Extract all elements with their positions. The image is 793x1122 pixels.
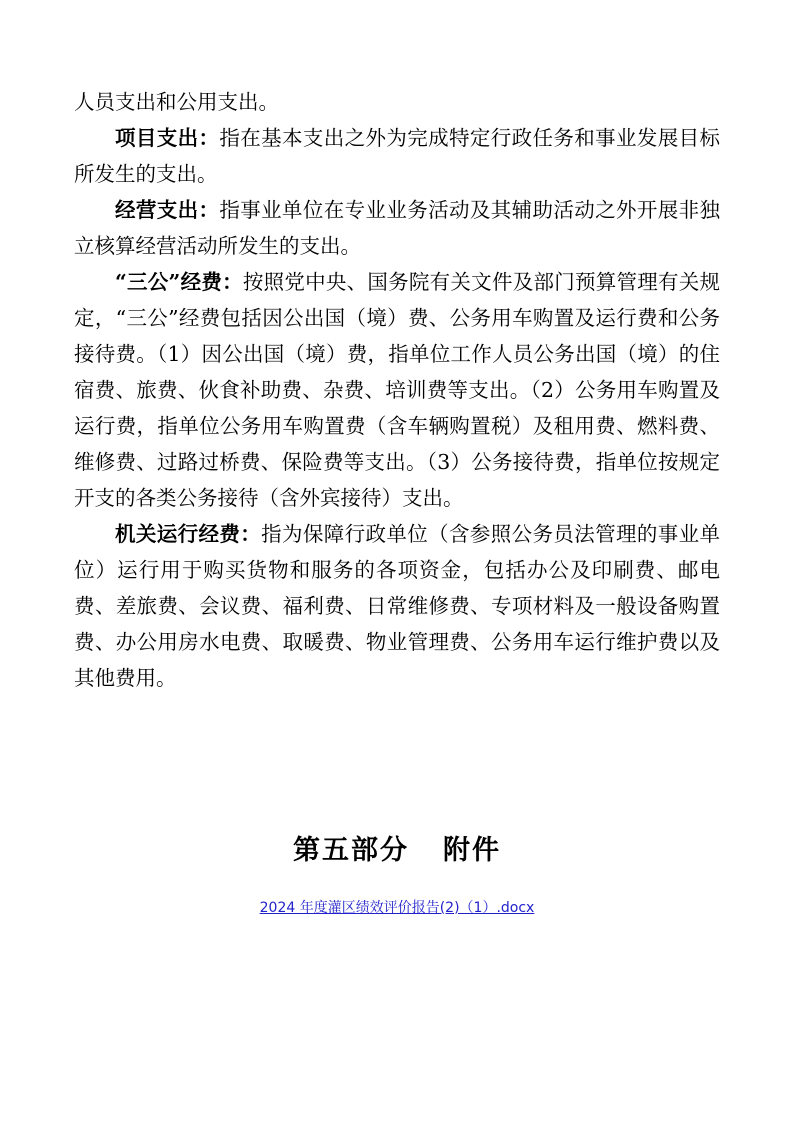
paragraph-text: 指为保障行政单位（含参照公务员法管理的事业单位）运行用于购买货物和服务的各项资金，包括办公及印刷费、邮电费、差旅费、会议费、福利费、日常维修费、专项材料及一般设备购置费、办公用房水电费、取暖费、物业管理费、公务用车运行维护费以及其他费用。 <box>74 522 720 690</box>
paragraph-lead: “三公”经费： <box>115 270 243 294</box>
paragraph-operating-expenditure <box>74 192 720 264</box>
document-body <box>74 84 720 917</box>
paragraph-agency-operating-funds <box>74 516 720 696</box>
section-title-label: 附件 <box>443 835 501 866</box>
paragraph-three-public-funds <box>74 264 720 516</box>
paragraph-project-expenditure <box>74 120 720 192</box>
paragraph-text: 指事业单位在专业业务活动及其辅助活动之外开展非独立核算经营活动所发生的支出。 <box>74 198 720 258</box>
section-heading <box>74 828 720 867</box>
paragraph-text: 人员支出和公用支出。 <box>74 90 279 114</box>
paragraph-continued <box>74 84 720 120</box>
attachment-link-container <box>74 897 720 917</box>
paragraph-lead: 机关运行经费： <box>115 522 262 546</box>
paragraph-lead: 项目支出： <box>115 126 220 150</box>
paragraph-text: 按照党中央、国务院有关文件及部门预算管理有关规定，“三公”经费包括因公出国（境）费、公务用车购置及运行费和公务接待费。（1）因公出国（境）费，指单位工作人员公务出国（境）的住宿费、旅费、伙食补助费、杂费、培训费等支出。（2）公务用车购置及运行费，指单位公务用车购置费（含车辆购置税）及租用费、燃料费、维修费、过路过桥费、保险费等支出。（3）公务接待费，指单位按规定开支的各类公务接待（含外宾接待）支出。 <box>74 270 720 510</box>
paragraph-text: 指在基本支出之外为完成特定行政任务和事业发展目标所发生的支出。 <box>74 126 720 186</box>
section-part-label: 第五部分 <box>293 835 409 866</box>
attachment-link[interactable]: 2024 年度灌区绩效评价报告(2)（1）.docx <box>259 900 535 916</box>
paragraph-lead: 经营支出： <box>115 198 220 222</box>
